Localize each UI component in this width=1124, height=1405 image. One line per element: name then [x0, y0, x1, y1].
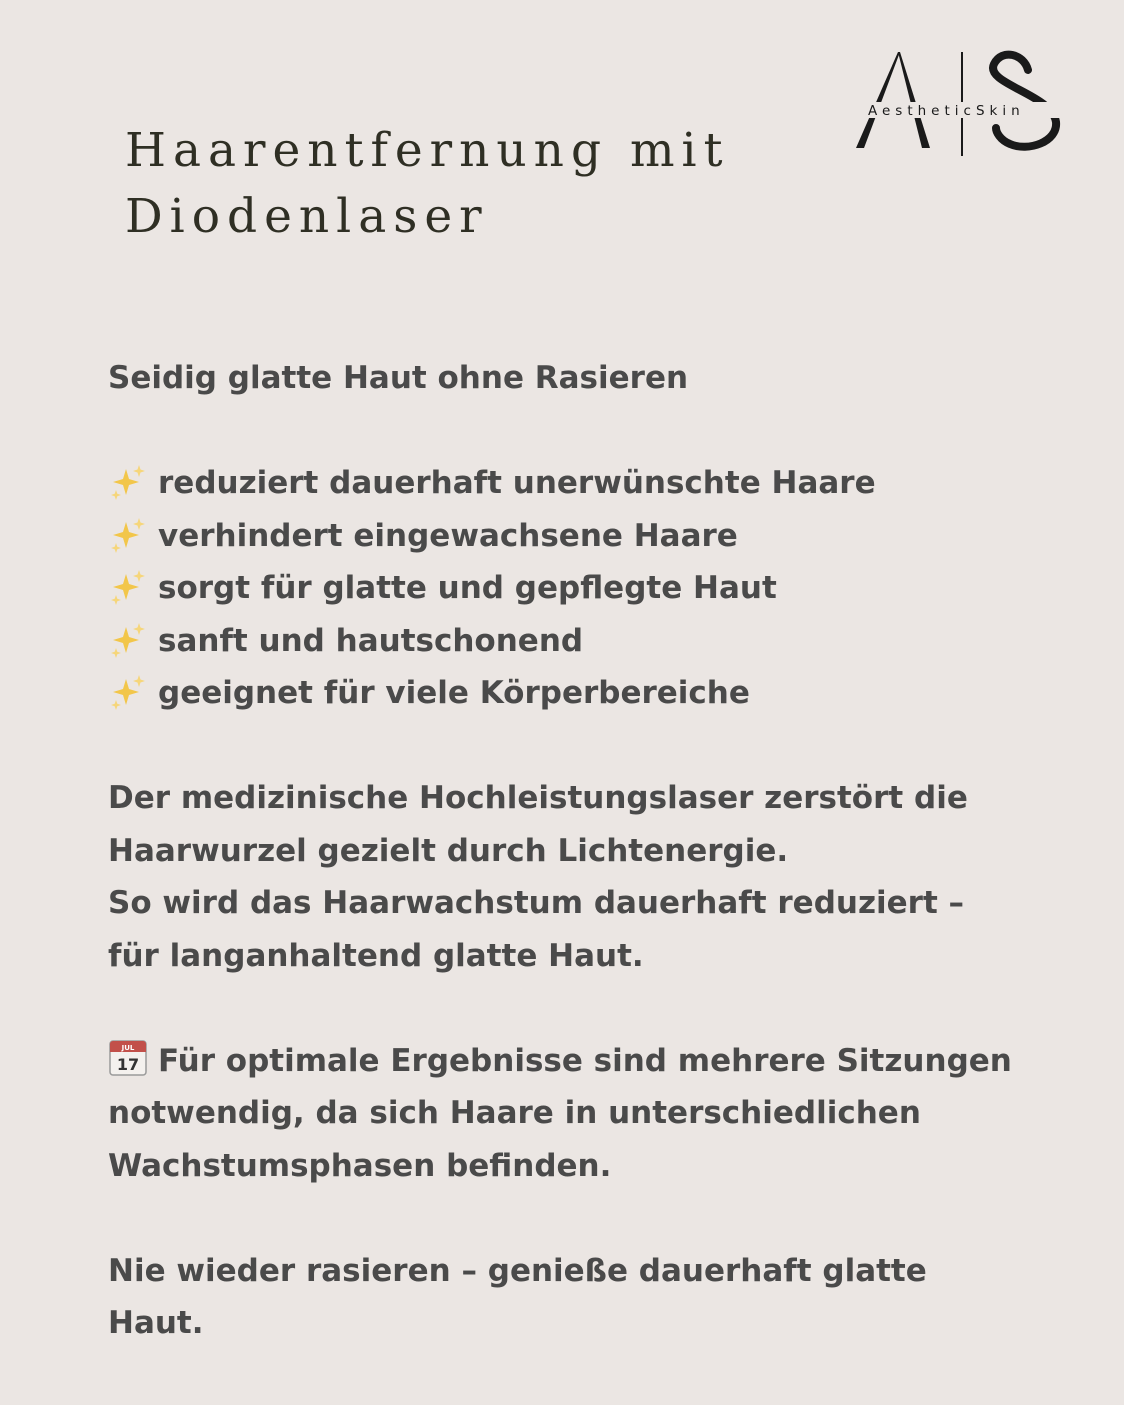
sparkles-icon: [108, 516, 148, 556]
sparkles-icon: [108, 673, 148, 713]
calendar-icon: [108, 1037, 148, 1077]
sessions-line: Für optimale Ergebnisse sind mehrere Sitzungen: [158, 1042, 1012, 1079]
intro-text: Seidig glatte Haut ohne Rasieren: [108, 360, 689, 396]
closing-paragraph: [108, 1245, 1068, 1350]
brand-logo: [852, 44, 1068, 160]
description-line: Haarwurzel gezielt durch Lichtenergie.: [108, 832, 789, 869]
benefit-text: geeignet für viele Körperbereiche: [158, 675, 750, 711]
closing-line: Nie wieder rasieren – genieße dauerhaft glatte: [108, 1252, 927, 1289]
description-line: für langanhaltend glatte Haut.: [108, 937, 644, 974]
sessions-line: Wachstumsphasen befinden.: [108, 1147, 612, 1184]
brand-name: AestheticSkin: [868, 103, 1025, 119]
benefits-list: [108, 457, 1068, 720]
list-item: [108, 562, 1068, 615]
aesthetic-skin-monogram: [852, 44, 1068, 160]
title-line-2: Diodenlaser: [125, 189, 489, 244]
sparkles-icon: [108, 568, 148, 608]
sessions-paragraph: [108, 1035, 1068, 1193]
sessions-line: notwendig, da sich Haare in unterschiedlichen: [108, 1095, 921, 1131]
benefit-text: reduziert dauerhaft unerwünschte Haare: [158, 465, 876, 501]
description-line: So wird das Haarwachstum dauerhaft reduziert –: [108, 885, 965, 921]
title-line-1: Haarentfernung mit: [125, 123, 730, 178]
main-content: [108, 352, 1068, 1350]
page-title: [125, 118, 729, 250]
calendar-day: 17: [116, 1054, 140, 1074]
description-paragraph: [108, 772, 1068, 982]
sparkles-icon: [108, 463, 148, 503]
sparkles-icon: [108, 621, 148, 661]
benefit-text: verhindert eingewachsene Haare: [158, 517, 738, 554]
calendar-month: JUL: [121, 1043, 135, 1052]
benefit-text: sorgt für glatte und gepflegte Haut: [158, 570, 777, 606]
closing-line: Haut.: [108, 1305, 204, 1341]
benefit-text: sanft und hautschonend: [158, 622, 584, 659]
list-item: [108, 510, 1068, 563]
list-item: [108, 457, 1068, 510]
list-item: [108, 667, 1068, 720]
list-item: [108, 615, 1068, 668]
description-line: Der medizinische Hochleistungslaser zerstört die: [108, 780, 968, 816]
